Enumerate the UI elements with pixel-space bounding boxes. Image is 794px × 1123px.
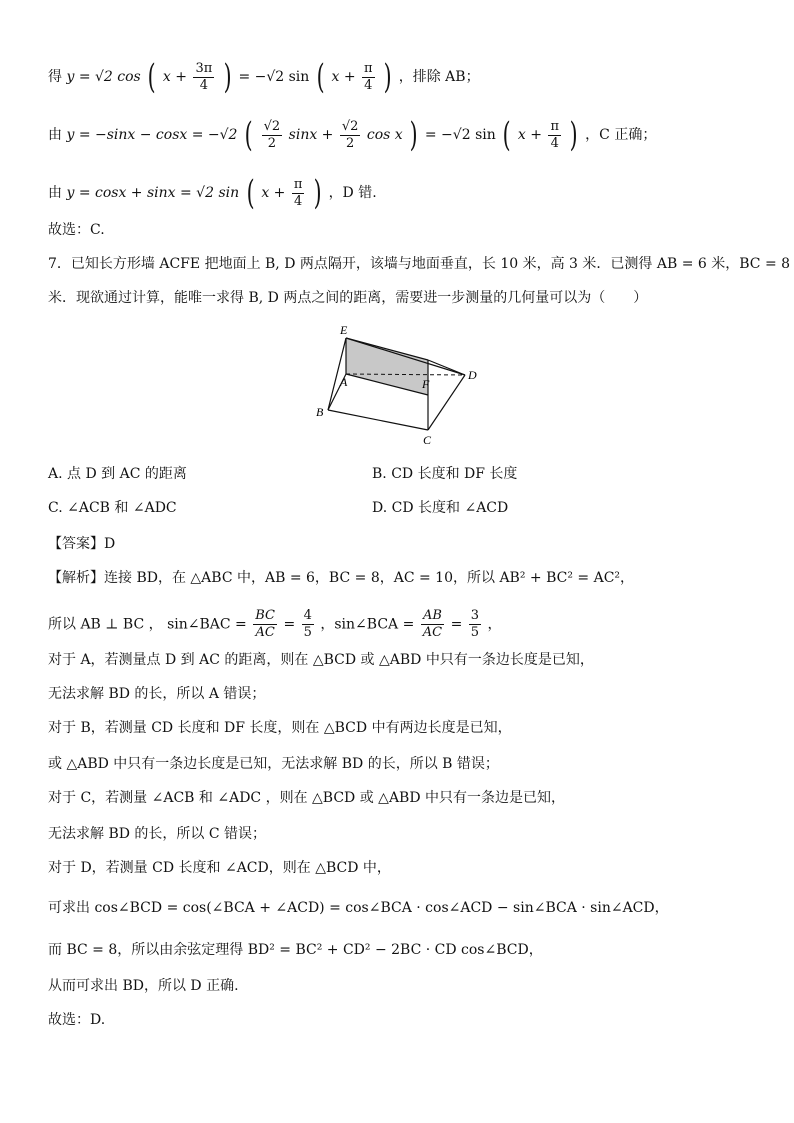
text-exclude-ab: ，排除 AB；: [398, 69, 480, 85]
paren-close-2: ): [570, 115, 579, 155]
fraction-ab-ac: $\frac{AB}{AC}$: [422, 608, 443, 640]
text-sin-bca: ，sin∠BCA =: [320, 616, 415, 633]
fraction-bc-ac: $\frac{BC}{AC}$: [255, 608, 275, 640]
paren-close: ): [409, 115, 418, 155]
solution-line-4: 无法求解 BD 的长，所以 A 错误；: [48, 686, 266, 702]
math-x-plus: x +: [517, 127, 542, 143]
label-d: D: [468, 368, 477, 382]
option-b: B. CD 长度和 DF 长度: [372, 466, 518, 482]
text-you: 由: [48, 185, 62, 201]
answer-label: 【答案】D: [48, 536, 116, 552]
label-a: A: [340, 375, 348, 389]
paren-close: ): [223, 57, 232, 97]
paren-open-2: (: [502, 115, 511, 155]
paren-open-2: (: [316, 57, 325, 97]
derivation-line-3: [48, 173, 377, 213]
edge-fd: [428, 360, 465, 375]
fraction-pi-4: $\frac{\pi}{4}$: [364, 60, 373, 93]
math-cosx: cos x: [366, 127, 403, 143]
text-sin-bac: 所以 AB ⊥ BC ， sin∠BAC =: [48, 616, 247, 633]
solution-line-3: 对于 A，若测量点 D 到 AC 的距离，则在 △BCD 或 △ABD 中只有一条边长度是已知，: [48, 652, 594, 668]
edge-eb: [328, 338, 346, 410]
solution-line-6: 或 △ABD 中只有一条边长度是已知，无法求解 BD 的长，所以 B 错误；: [48, 756, 499, 772]
paren-open: (: [244, 115, 253, 155]
label-b: B: [316, 405, 324, 419]
fraction-pi-4: $\frac{\pi}{4}$: [550, 118, 559, 151]
solution-line-9: 对于 D，若测量 CD 长度和 ∠ACD，则在 △BCD 中，: [48, 860, 391, 876]
math-y-cos: y = √2 cos: [66, 69, 141, 85]
paren-open: (: [147, 57, 156, 97]
solution-line-5: 对于 B，若测量 CD 长度和 DF 长度，则在 △BCD 中有两边长度是已知，: [48, 720, 512, 736]
text-comma: ，: [487, 616, 502, 633]
fraction-3pi-4: $\frac{3\pi}{4}$: [195, 60, 213, 93]
question-7-line-2: 米．现欲通过计算，能唯一求得 B, D 两点之间的距离，需要进一步测量的几何量可以为（ ）: [48, 290, 648, 306]
math-neg-sqrt2-sin: = −√2 sin: [424, 127, 496, 143]
edge-cd: [428, 375, 465, 430]
derivation-line-2: [48, 115, 657, 155]
fraction-3-5: $\frac{3}{5}$: [470, 608, 480, 640]
derivation-line-1: [48, 57, 480, 97]
fraction-sqrt2-2: $\frac{√2}{2}$: [263, 118, 281, 151]
math-cos-plus-sin: y = cosx + sinx = √2 sin: [66, 185, 240, 201]
text-choose-c: 故选：C.: [48, 222, 105, 238]
paren-close-2: ): [383, 57, 392, 97]
option-d: D. CD 长度和 ∠ACD: [372, 500, 509, 516]
wall-face-shading: [346, 338, 428, 395]
text-d-wrong: ，D 错.: [328, 185, 377, 201]
label-f: F: [422, 377, 430, 391]
solution-line-8: 无法求解 BD 的长，所以 C 错误；: [48, 826, 267, 842]
fraction-pi-4: $\frac{\pi}{4}$: [293, 176, 303, 209]
fraction-4-5: $\frac{4}{5}$: [303, 608, 312, 640]
option-c: C. ∠ACB 和 ∠ADC: [48, 500, 177, 516]
option-a: A. 点 D 到 AC 的距离: [48, 466, 187, 482]
edge-bc: [328, 410, 428, 430]
question-7-line-1: 7．已知长方形墙 ACFE 把地面上 B, D 两点隔开，该墙与地面垂直，长 10 米，高 3 米．已测得 AB = 6 米，BC = 8: [48, 256, 791, 272]
text-de: 得: [48, 69, 62, 85]
solution-line-2: 所以 AB ⊥ BC ， sin∠BAC = $\frac{BC}{AC}$ = $\frac{4}{5}$ ，sin∠BCA = $\frac{AB}{AC}$ = $\frac{3}{5}$ ，: [48, 608, 502, 640]
solution-line-13: 故选：D.: [48, 1012, 106, 1028]
paren-close: ): [313, 173, 322, 213]
math-neg-sin-cos: y = −sinx − cosx = −√2: [66, 127, 238, 143]
text-c-correct: ，C 正确；: [585, 127, 657, 143]
solution-line-7: 对于 C，若测量 ∠ACB 和 ∠ADC ，则在 △BCD 或 △ABD 中只有一条边是已知，: [48, 790, 566, 806]
wall-geometry-figure: [300, 320, 500, 450]
solution-line-11: 而 BC = 8，所以由余弦定理得 BD² = BC² + CD² − 2BC · CD cos∠BCD，: [48, 942, 543, 958]
solution-line-10: 可求出 cos∠BCD = cos(∠BCA + ∠ACD) = cos∠BCA · cos∠ACD − sin∠BCA · sin∠ACD，: [48, 900, 669, 916]
label-e: E: [340, 323, 348, 337]
label-c: C: [423, 433, 432, 447]
solution-line-1: 【解析】连接 BD，在 △ABC 中，AB = 6，BC = 8，AC = 10，所以 AB² + BC² = AC²，: [48, 570, 635, 586]
solution-line-12: 从而可求出 BD，所以 D 正确.: [48, 978, 239, 994]
math-sinx-plus: sinx +: [288, 127, 334, 143]
math-x-plus-2: x +: [331, 69, 356, 85]
text-you: 由: [48, 127, 62, 143]
math-neg-sqrt2-sin: = −√2 sin: [238, 69, 310, 85]
paren-open: (: [246, 173, 255, 213]
fraction-sqrt2-2-b: $\frac{√2}{2}$: [341, 118, 359, 151]
math-x-plus: x +: [261, 185, 286, 201]
math-x-plus: x +: [162, 69, 187, 85]
